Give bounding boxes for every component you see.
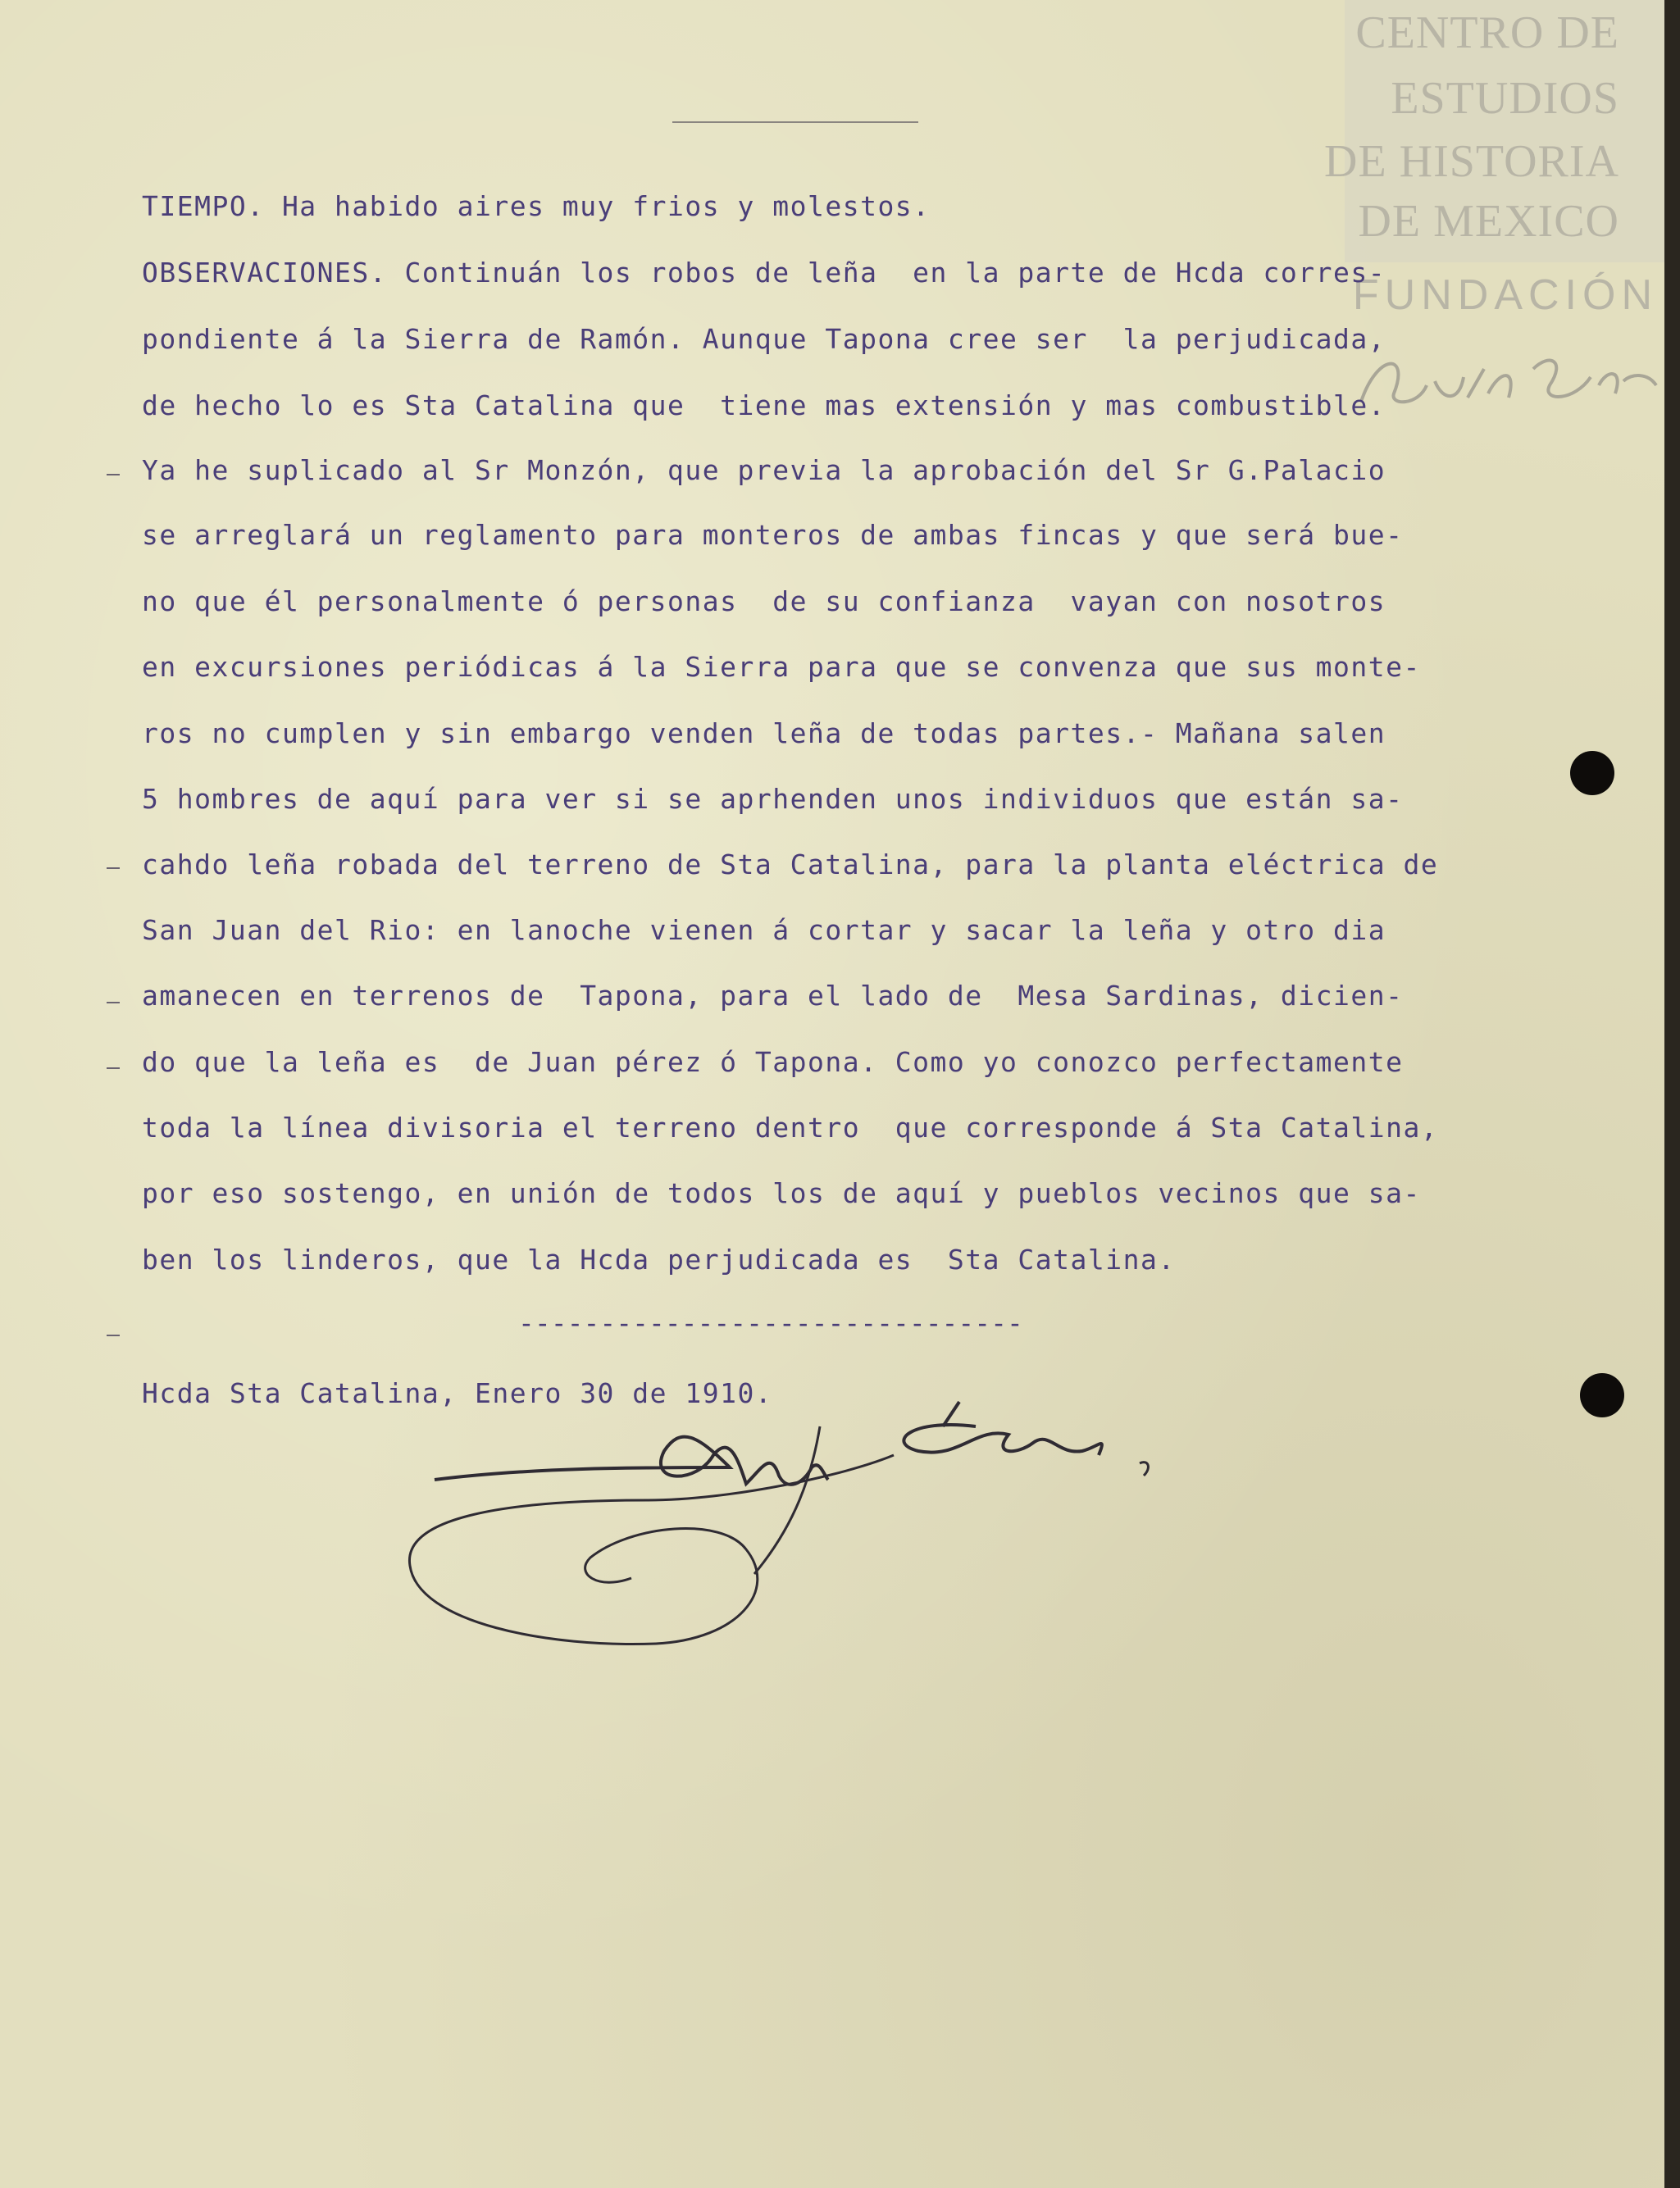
punch-hole-1 xyxy=(1570,751,1614,795)
stamp-line-2: ESTUDIOS xyxy=(1391,73,1619,124)
margin-mark-4 xyxy=(107,1067,120,1069)
margin-mark-5 xyxy=(107,1335,120,1336)
date-line: Hcda Sta Catalina, Enero 30 de 1910. xyxy=(142,1377,773,1409)
margin-mark-3 xyxy=(107,1002,120,1003)
letter-line-16: por eso sostengo, en unión de todos los de aquí y pueblos vecinos que sa- xyxy=(142,1177,1421,1209)
letter-line-10: 5 hombres de aquí para ver si se aprhenden unos individuos que están sa- xyxy=(142,783,1404,815)
margin-mark-2 xyxy=(107,867,120,869)
letter-line-11: cahdo leña robada del terreno de Sta Catalina, para la planta eléctrica de xyxy=(142,848,1439,880)
stamp-signature-graphic xyxy=(1345,336,1664,426)
letter-line-15: toda la línea divisoria el terreno dentro que corresponde á Sta Catalina, xyxy=(142,1112,1439,1144)
letter-line-1: TIEMPO. Ha habido aires muy frios y molestos. xyxy=(142,190,931,222)
letter-line-8: en excursiones periódicas á la Sierra para que se convenza que sus monte- xyxy=(142,651,1421,683)
stamp-foundation: FUNDACIÓN xyxy=(1352,271,1658,319)
margin-mark-1 xyxy=(107,474,120,475)
punch-hole-2 xyxy=(1580,1373,1624,1417)
letter-line-5: Ya he suplicado al Sr Monzón, que previa la aprobación del Sr G.Palacio xyxy=(142,454,1386,486)
letter-line-2: OBSERVACIONES. Continuán los robos de leña en la parte de Hcda corres- xyxy=(142,257,1386,289)
letter-line-13: amanecen en terrenos de Tapona, para el lado de Mesa Sardinas, dicien- xyxy=(142,980,1404,1012)
letter-line-4: de hecho lo es Sta Catalina que tiene mas extensión y mas combustible. xyxy=(142,389,1386,421)
handwritten-signature xyxy=(385,1377,1254,1672)
letter-line-14: do que la leña es de Juan pérez ó Tapona. Como yo conozco perfectamente xyxy=(142,1046,1404,1078)
separator-rule: ------------------------------- xyxy=(518,1307,1023,1339)
stamp-line-3: DE HISTORIA xyxy=(1324,136,1619,187)
stamp-line-4: DE MEXICO xyxy=(1358,196,1619,247)
letter-line-6: se arreglará un reglamento para monteros de ambas fincas y que será bue- xyxy=(142,519,1404,551)
letter-line-7: no que él personalmente ó personas de su confianza vayan con nosotros xyxy=(142,585,1386,617)
stamp-line-1: CENTRO DE xyxy=(1355,7,1619,58)
letter-line-9: ros no cumplen y sin embargo venden leña de todas partes.- Mañana salen xyxy=(142,717,1386,749)
letter-line-12: San Juan del Rio: en lanoche vienen á cortar y sacar la leña y otro dia xyxy=(142,914,1386,946)
letter-line-3: pondiente á la Sierra de Ramón. Aunque Tapona cree ser la perjudicada, xyxy=(142,323,1386,355)
letter-line-17: ben los linderos, que la Hcda perjudicada es Sta Catalina. xyxy=(142,1244,1176,1276)
top-dashed-rule xyxy=(672,121,918,123)
scan-edge xyxy=(1664,0,1680,2188)
